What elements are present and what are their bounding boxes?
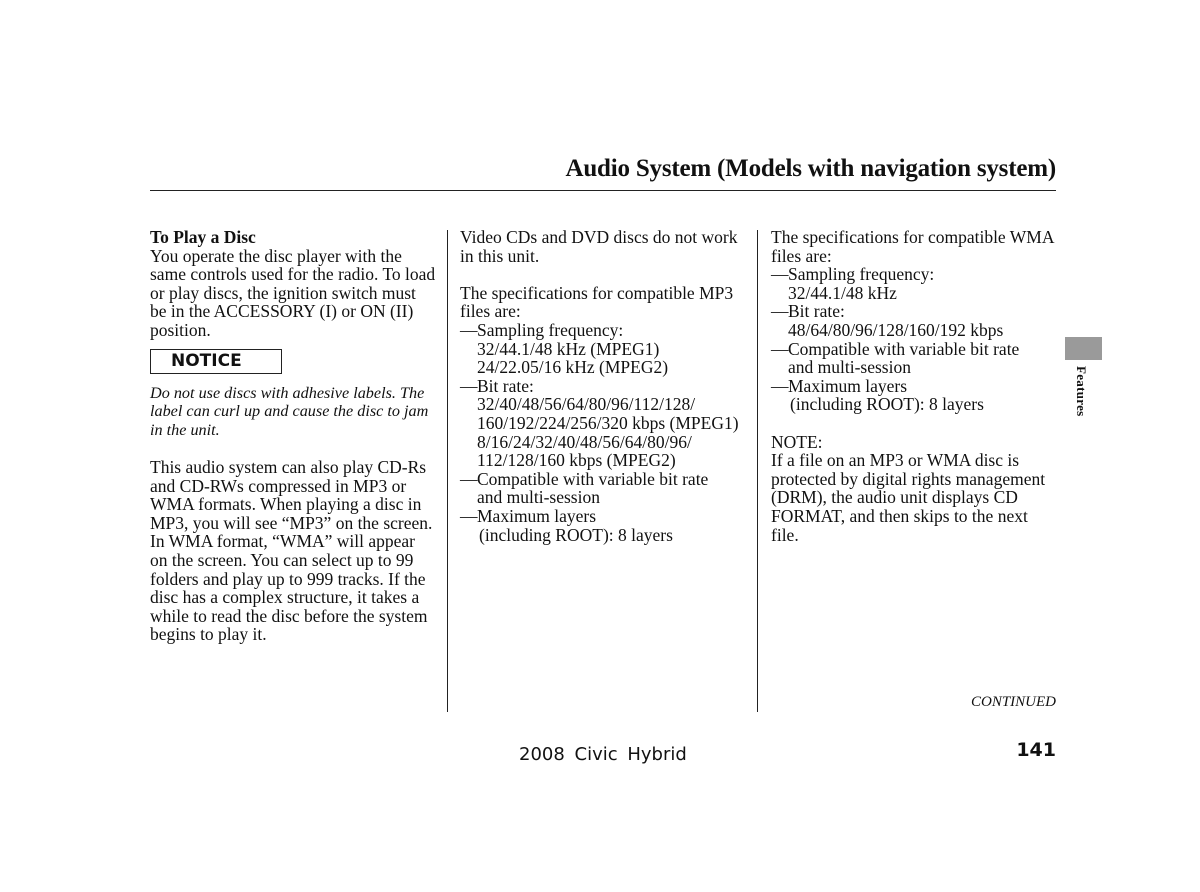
mp3-bitrate-mpeg2: 8/16/24/32/40/48/56/64/80/96/ 112/128/160 kbps (MPEG2) <box>477 431 692 471</box>
wma-bitrate-label: Bit rate: <box>788 301 845 322</box>
mp3-layers-value: (including ROOT): 8 layers <box>479 524 673 545</box>
column-2 <box>460 228 745 544</box>
wma-compat-line1: Compatible with variable bit rate <box>788 338 1020 359</box>
wma-bitrate-value: 48/64/80/96/128/160/192 kbps <box>788 319 1004 340</box>
bullet-dash: — <box>460 505 478 526</box>
continued-label: CONTINUED <box>970 694 1056 710</box>
page-number: 141 <box>1016 739 1056 761</box>
section-tab-marker <box>1065 337 1102 360</box>
video-cd-paragraph: Video CDs and DVD discs do not work in this unit. <box>460 227 738 266</box>
intro-paragraph: You operate the disc player with the same controls used for the radio. To load or play discs, the ignition switch must be in the ACCESSORY (I) or ON (II) position. <box>150 245 436 340</box>
column-divider <box>757 230 758 712</box>
section-heading: To Play a Disc <box>150 227 256 247</box>
mp3-compat-item <box>460 470 745 489</box>
bullet-dash: — <box>460 375 478 396</box>
mp3-specs-intro: The specifications for compatible MP3 files are: <box>460 282 734 322</box>
wma-compat-item <box>771 340 1056 359</box>
mp3-bitrate-label: Bit rate: <box>477 375 534 396</box>
wma-specs-intro: The specifications for compatible WMA files are: <box>771 227 1054 266</box>
bullet-dash: — <box>460 468 478 489</box>
bullet-dash: — <box>771 301 789 322</box>
mp3-bitrate-item <box>460 377 745 396</box>
note-text: If a file on an MP3 or WMA disc is protected by digital rights management (DRM), the audio unit displays CD FORMAT, and then skips to the next file. <box>771 450 1046 545</box>
wma-sampling-value: 32/44.1/48 kHz <box>788 282 897 303</box>
column-1 <box>150 228 436 644</box>
notice-label: NOTICE <box>150 349 282 374</box>
mp3-compat-line1: Compatible with variable bit rate <box>477 468 709 489</box>
mp3-sampling-line1: 32/44.1/48 kHz (MPEG1) <box>477 338 660 359</box>
mp3-bitrate-mpeg1: 32/40/48/56/64/80/96/112/128/ 160/192/224/256/320 kbps (MPEG1) <box>477 394 739 433</box>
mp3-sampling-item <box>460 321 745 340</box>
wma-compat-line2: and multi-session <box>788 357 911 378</box>
bullet-dash: — <box>771 338 789 359</box>
title-rule <box>150 190 1056 191</box>
section-tab-label: Features <box>1074 366 1089 417</box>
bullet-dash: — <box>771 264 789 285</box>
footer-model: 2008 Civic Hybrid <box>519 744 687 765</box>
column-3 <box>771 228 1056 544</box>
wma-sampling-item <box>771 265 1056 284</box>
wma-layers-item <box>771 377 1056 396</box>
mp3-sampling-line2: 24/22.05/16 kHz (MPEG2) <box>477 357 669 378</box>
mp3-wma-paragraph: This audio system can also play CD-Rs and CD-RWs compressed in MP3 or WMA formats. When playing a disc in MP3, you will see “MP3” on the screen. In WMA format, “WMA” will appear on the screen. You can select up to 99 folders and play up to 999 tracks. If the disc has a complex structure, it takes a while to read the disc before the system begins to play it. <box>150 456 433 645</box>
bullet-dash: — <box>771 375 789 396</box>
mp3-compat-line2: and multi-session <box>477 487 600 508</box>
page-title: Audio System (Models with navigation system) <box>565 155 1056 182</box>
column-divider <box>447 230 448 712</box>
notice-text: Do not use discs with adhesive labels. The label can curl up and cause the disc to jam in the unit. <box>150 383 429 439</box>
bullet-dash: — <box>460 319 478 340</box>
wma-layers-label: Maximum layers <box>788 375 908 396</box>
mp3-sampling-label: Sampling frequency: <box>477 319 624 340</box>
wma-layers-value: (including ROOT): 8 layers <box>790 394 984 415</box>
mp3-layers-item <box>460 507 745 526</box>
wma-bitrate-item <box>771 302 1056 321</box>
wma-sampling-label: Sampling frequency: <box>788 264 935 285</box>
mp3-layers-label: Maximum layers <box>477 505 597 526</box>
note-label: NOTE: <box>771 431 823 452</box>
